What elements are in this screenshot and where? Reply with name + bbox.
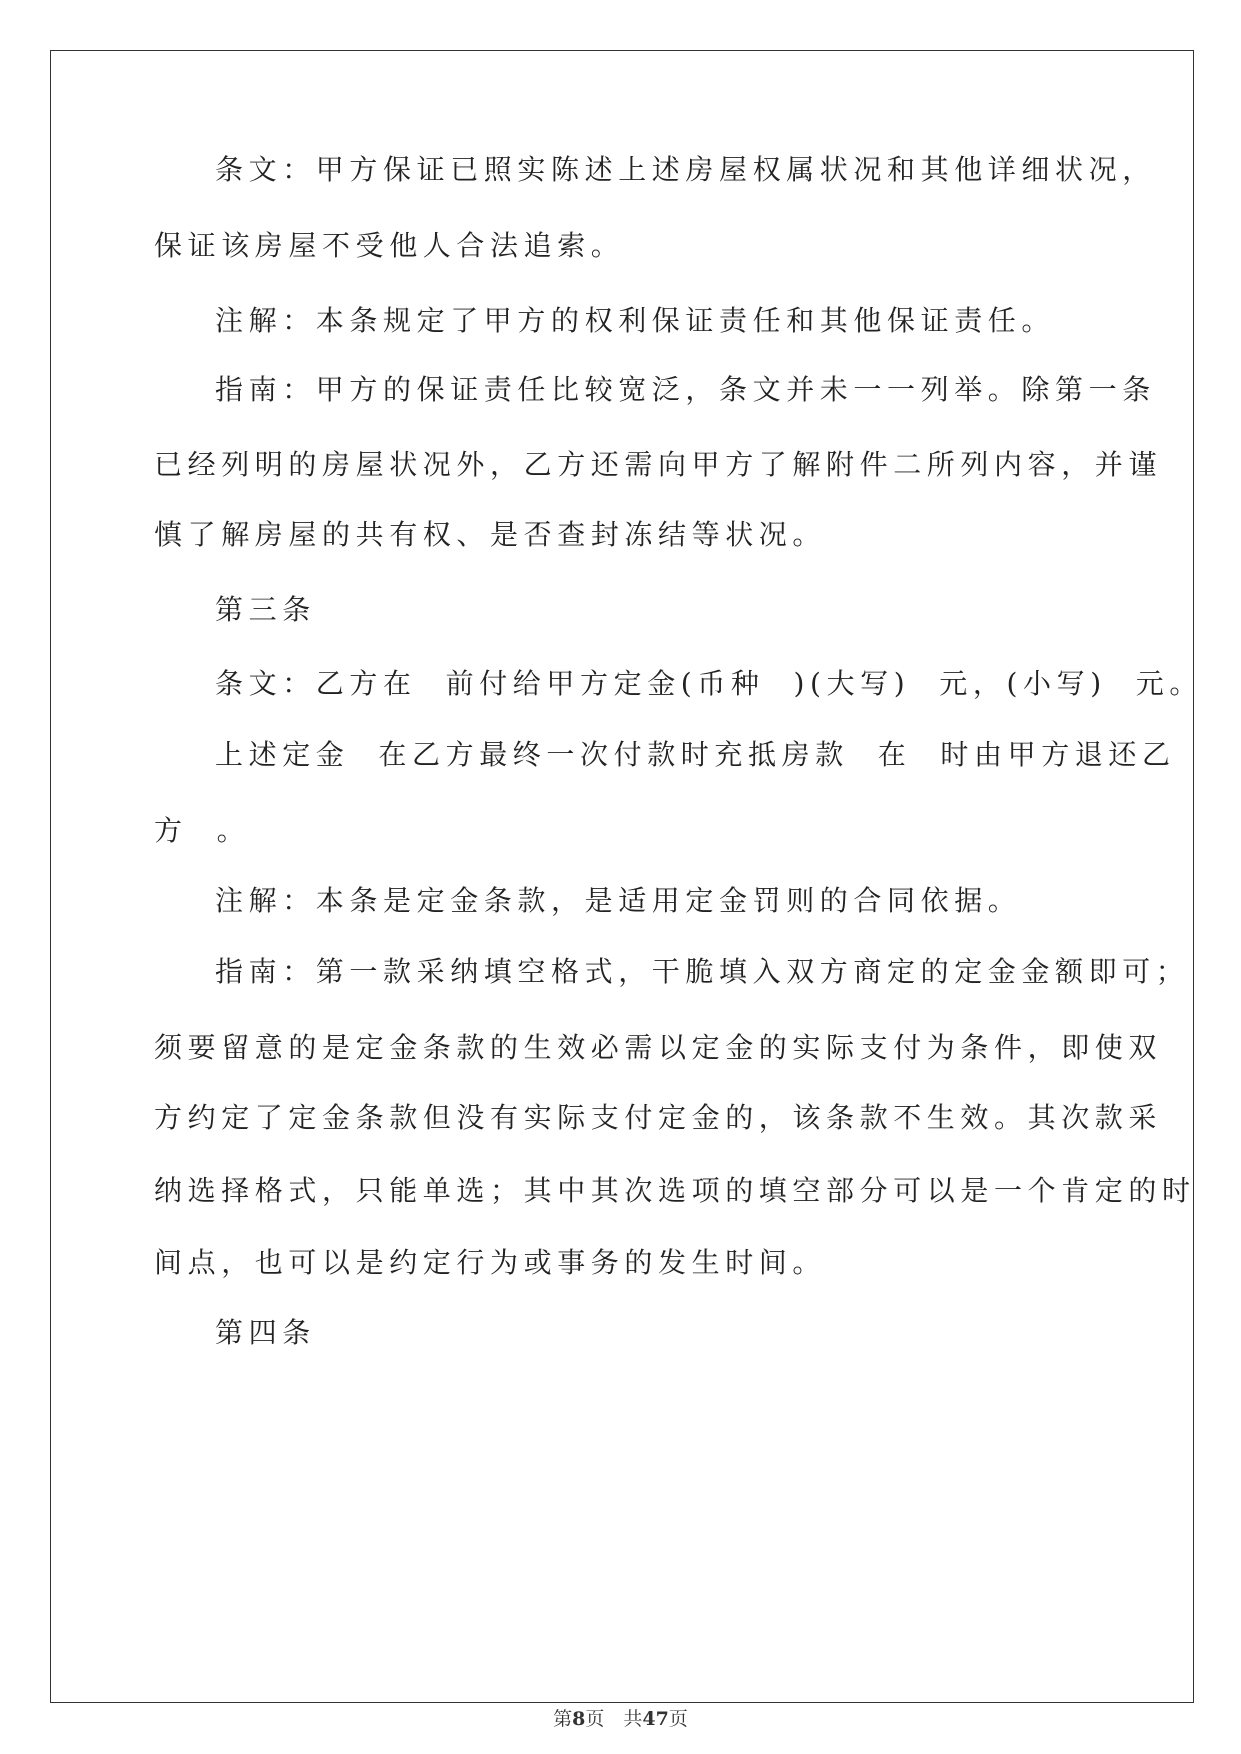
paragraph-line: 条文：甲方保证已照实陈述上述房屋权属状况和其他详细状况， bbox=[215, 153, 1156, 186]
paragraph-line: 注解：本条是定金条款，是适用定金罚则的合同依据。 bbox=[215, 884, 1022, 917]
paragraph-line: 慎了解房屋的共有权、是否查封冻结等状况。 bbox=[154, 518, 827, 551]
section-heading: 第四条 bbox=[215, 1316, 316, 1349]
paragraph-line: 保证该房屋不受他人合法追索。 bbox=[154, 229, 625, 262]
paragraph-line: 已经列明的房屋状况外，乙方还需向甲方了解附件二所列内容，并谨 bbox=[154, 448, 1163, 481]
paragraph-line: 上述定金 在乙方最终一次付款时充抵房款 在 时由甲方退还乙 bbox=[215, 738, 1176, 771]
paragraph-line: 指南：甲方的保证责任比较宽泛，条文并未一一列举。除第一条 bbox=[215, 373, 1156, 406]
paragraph-line: 指南：第一款采纳填空格式，干脆填入双方商定的定金金额即可； bbox=[215, 955, 1190, 988]
page-footer bbox=[0, 1706, 1241, 1732]
paragraph-line: 方约定了定金条款但没有实际支付定金的，该条款不生效。其次款采 bbox=[154, 1101, 1163, 1134]
paragraph-line: 须要留意的是定金条款的生效必需以定金的实际支付为条件，即使双 bbox=[154, 1031, 1163, 1064]
paragraph-line: 纳选择格式，只能单选；其中其次选项的填空部分可以是一个肯定的时 bbox=[154, 1174, 1196, 1207]
current-page-number: 8 bbox=[572, 1708, 586, 1730]
paragraph-line: 条文：乙方在 前付给甲方定金(币种 )(大写) 元，(小写) 元。 bbox=[215, 667, 1203, 700]
footer-prefix: 第 bbox=[553, 1708, 573, 1730]
footer-mid: 页 共 bbox=[585, 1708, 643, 1730]
footer-suffix: 页 bbox=[668, 1708, 688, 1730]
section-heading: 第三条 bbox=[215, 593, 316, 626]
total-pages-number: 47 bbox=[642, 1708, 669, 1730]
paragraph-line: 注解：本条规定了甲方的权利保证责任和其他保证责任。 bbox=[215, 304, 1056, 337]
paragraph-line: 方 。 bbox=[154, 814, 251, 847]
page-border bbox=[50, 50, 1194, 1703]
paragraph-line: 间点，也可以是约定行为或事务的发生时间。 bbox=[154, 1246, 827, 1279]
